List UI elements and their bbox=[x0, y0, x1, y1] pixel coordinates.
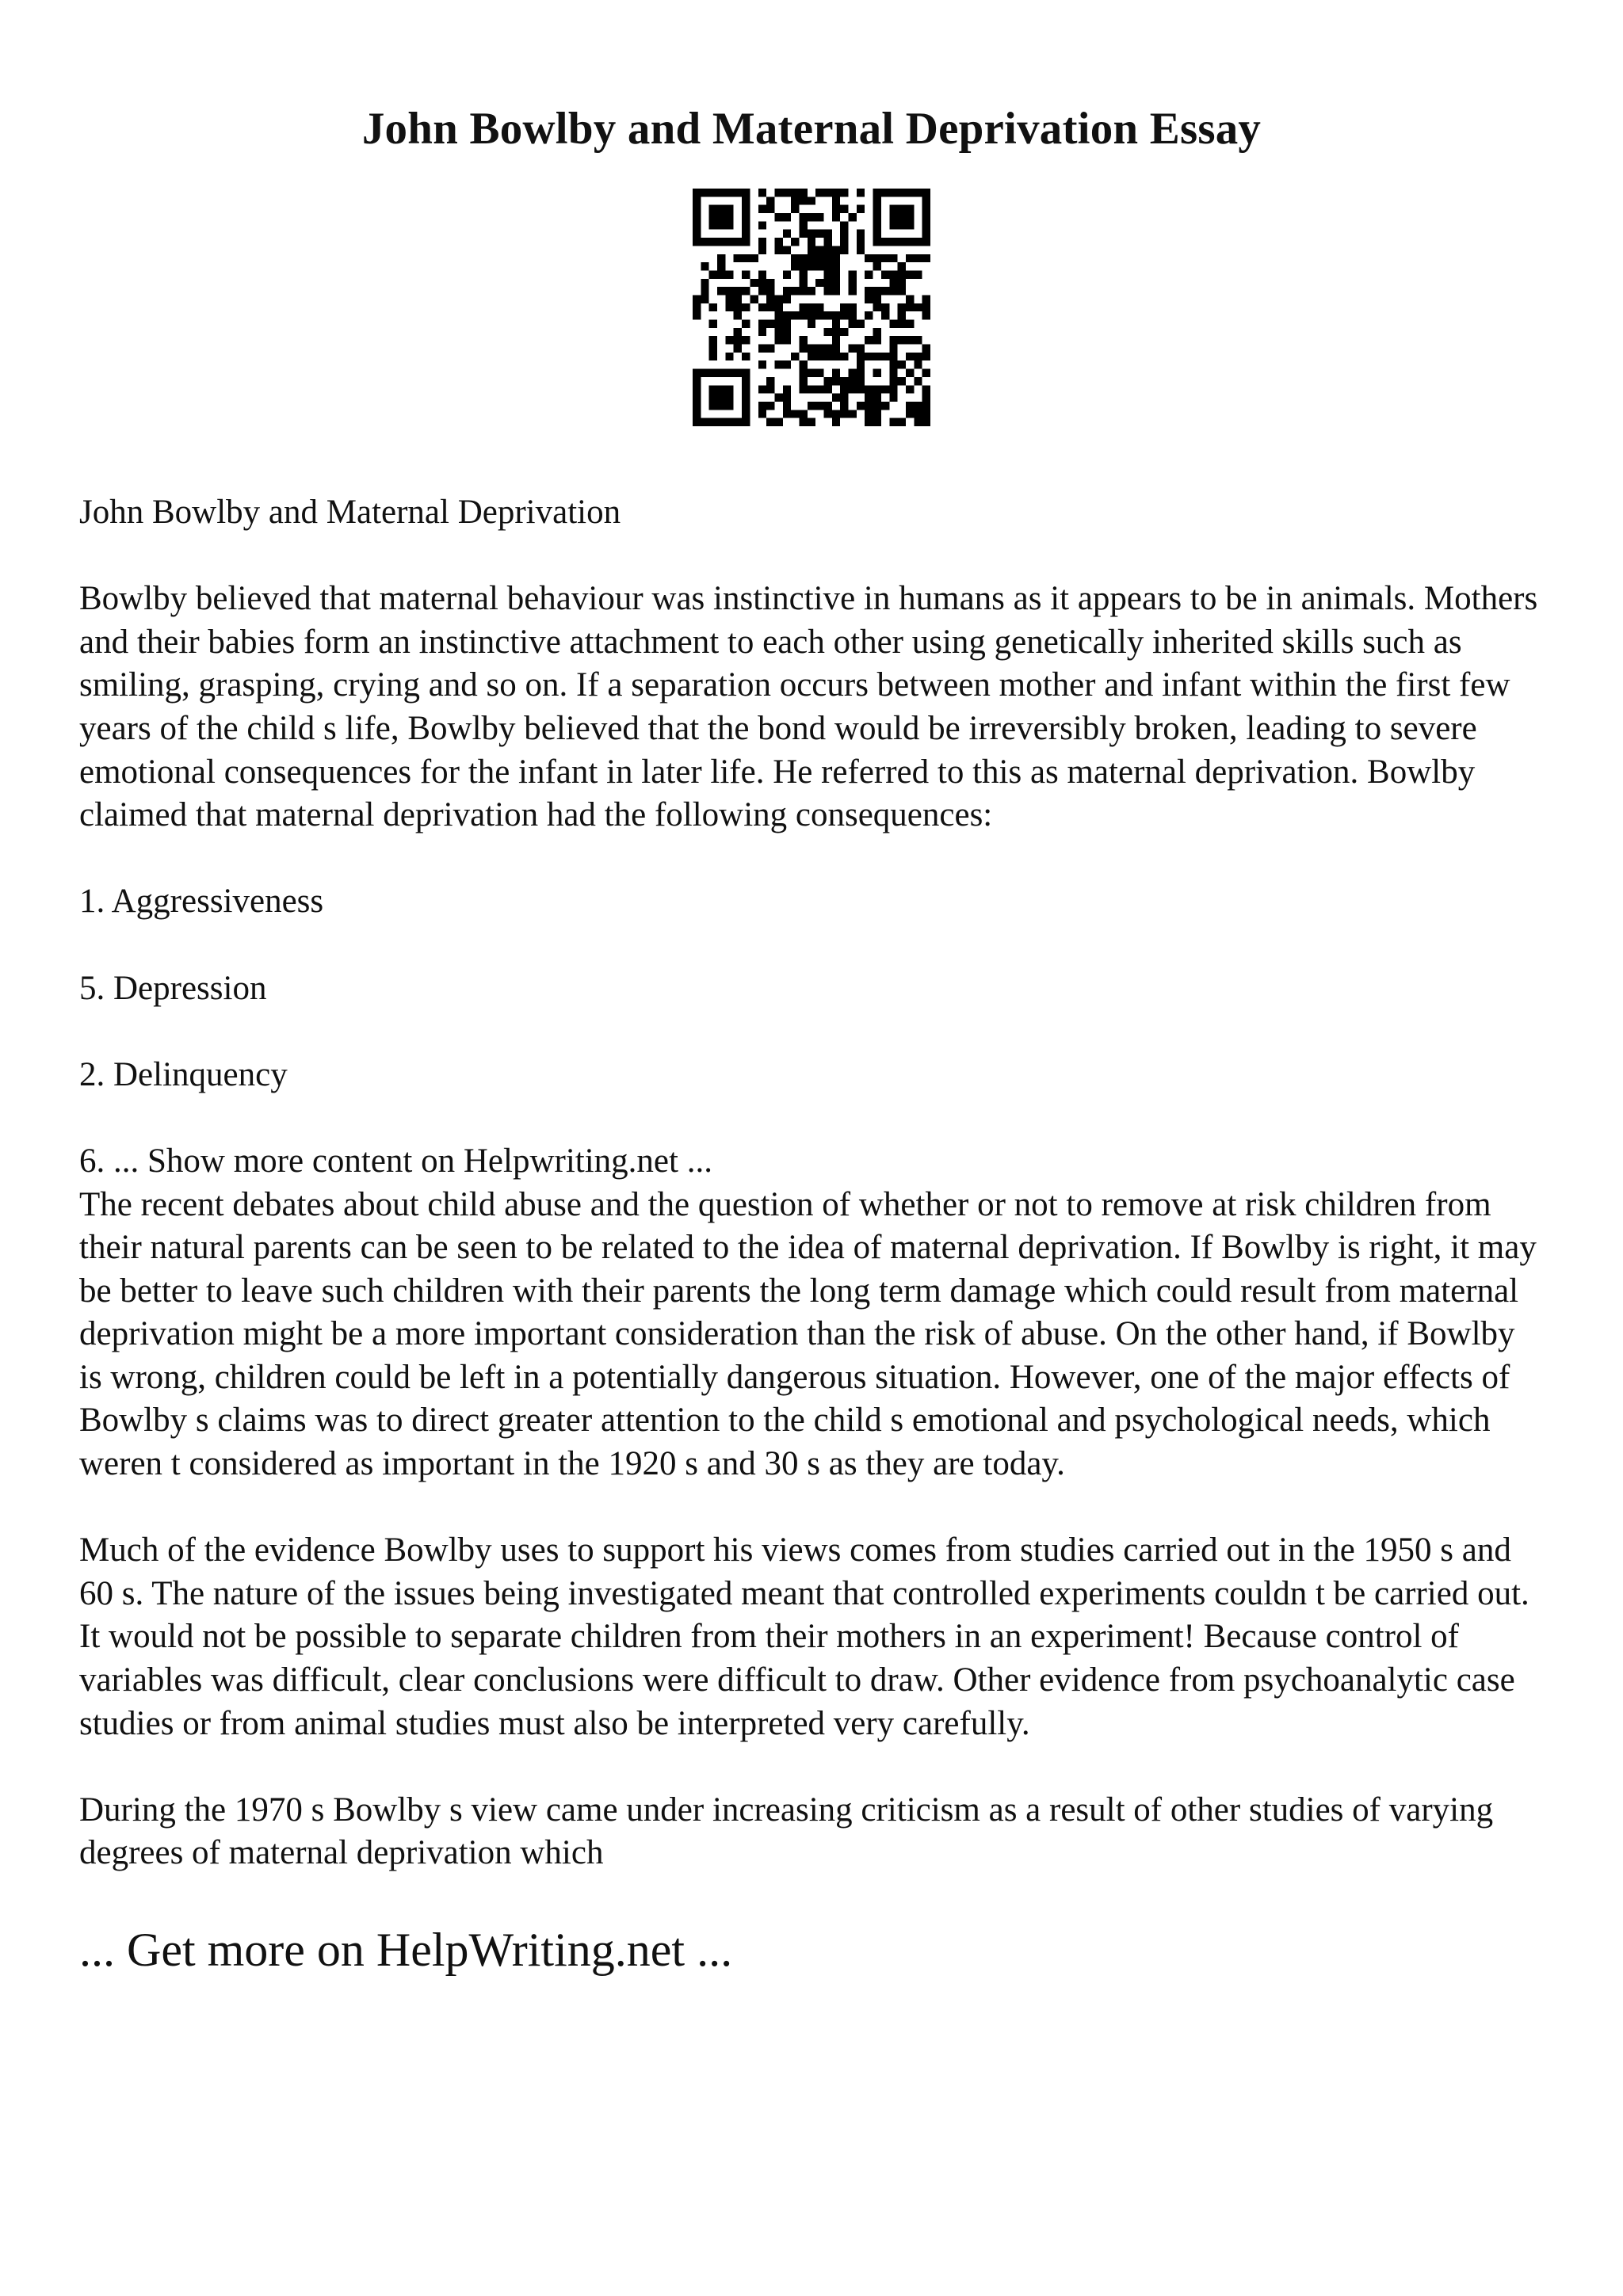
essay-paragraph-3: Much of the evidence Bowlby uses to support his views comes from studies carried out in the 1950 s and 60 s. The nature of the issues being investigated meant that controlled experiments couldn t be carried out. It would not be possible to separate children from their mothers in an experiment! Because control of variables was difficult, clear conclusions were difficult to draw. Other evidence from psychoanalytic case studies or from animal studies must also be interpreted very carefully. bbox=[79, 1531, 1529, 1742]
essay-paragraph-4: During the 1970 s Bowlby s view came under increasing criticism as a result of other studies of varying degrees of maternal deprivation which bbox=[79, 1791, 1494, 1872]
get-more-link[interactable]: ... Get more on HelpWriting.net ... bbox=[79, 1924, 733, 1976]
essay-paragraph-2: The recent debates about child abuse and the question of whether or not to remove at risk children from their natural parents can be seen to be related to the idea of maternal deprivation. If Bowlby is right, it may be better to leave such children with their parents the long term damage which could result from maternal deprivation might be a more important consideration than the risk of abuse. On the other hand, if Bowlby is wrong, children could be left in a potentially dangerous situation. However, one of the major effects of Bowlby s claims was to direct greater attention to the child s emotional and psychological needs, which weren t considered as important in the 1920 s and 30 s as they are today. bbox=[79, 1185, 1537, 1483]
list-item: 1. Aggressiveness bbox=[79, 883, 324, 921]
essay-body bbox=[79, 491, 1544, 1875]
list-item: 2. Delinquency bbox=[79, 1055, 288, 1093]
essay-paragraph-1: Bowlby believed that maternal behaviour was instinctive in humans as it appears to be in animals. Mothers and their babies form an instinctive attachment to each other using genetically inherited skills such as smiling, grasping, crying and so on. If a separation occurs between mother and infant within the first few years of the child s life, Bowlby believed that the bond would be irreversibly broken, leading to severe emotional consequences for the infant in later life. He referred to this as maternal deprivation. Bowlby claimed that maternal deprivation had the following consequences: bbox=[79, 580, 1538, 834]
qr-code-icon bbox=[693, 189, 930, 426]
show-more-line[interactable]: 6. ... Show more content on Helpwriting.net ... bbox=[79, 1142, 712, 1180]
list-item: 5. Depression bbox=[79, 969, 267, 1007]
qr-code[interactable] bbox=[79, 189, 1544, 426]
document-title: John Bowlby and Maternal Deprivation Essay bbox=[361, 104, 1262, 154]
essay-heading: John Bowlby and Maternal Deprivation bbox=[79, 494, 621, 531]
